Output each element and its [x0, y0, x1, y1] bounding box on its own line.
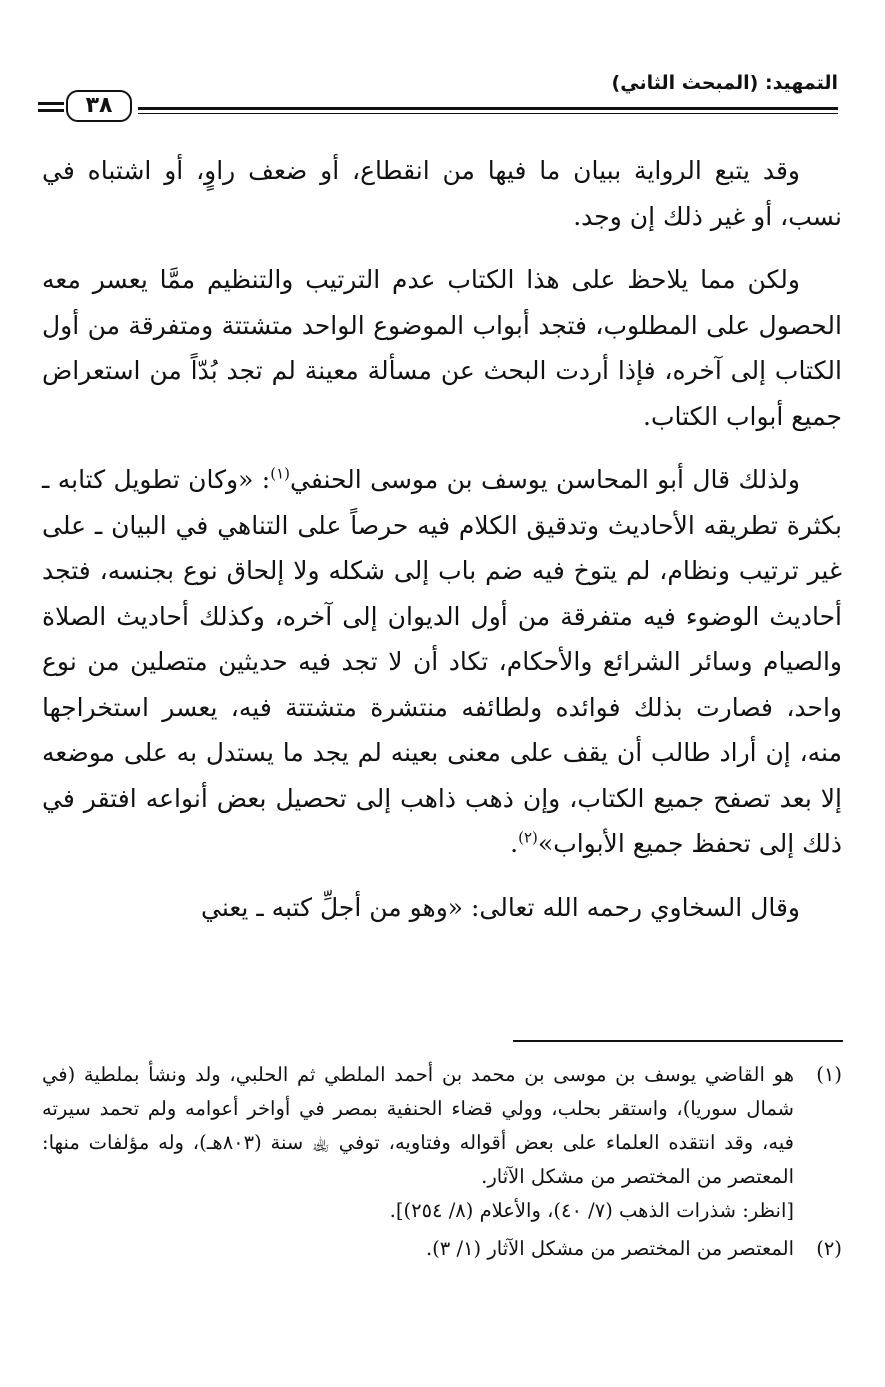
- footnote-2: [42, 1232, 842, 1266]
- footnote-ref-2[interactable]: (٢): [518, 828, 538, 847]
- paragraph-3-quote: : «وكان تطويل كتابه ـ بكثرة تطريقه الأحاديث وتدقيق الكلام فيه حرصاً على التناهي في البيان ـ على غير ترتيب ونظام، لم يتوخ فيه ضم باب إلى شكله ولا إلحاق نوع بجنسه، فتجد أحاديث الوضوء فيه متفرقة من أول الديوان إلى آخره، وكذلك أحاديث الصلاة والصيام وسائر الشرائع والأحكام، تكاد أن لا تجد فيه حديثين متصلين من نوع واحد، فصارت بذلك فوائده ولطائفه منتشرة متشتتة فيه، يعسر استخراجها منه، إن أراد طالب أن يقف على معنى بعينه لم يجد ما يستدل به على موضعه إلا بعد تصفح جميع الكتاب، وإن ذهب ذاهب إلى تحصيل بعض أنواعه افتقر في ذلك إلى تحفظ جميع الأبواب»: [42, 465, 842, 858]
- header-dash-bottom: [38, 109, 64, 112]
- footnotes: [42, 1058, 842, 1270]
- header-dash-top: [38, 102, 64, 105]
- running-title: التمهيد: (المبحث الثاني): [611, 72, 838, 94]
- paragraph-3-lead: ولذلك قال أبو المحاسن يوسف بن موسى الحنفي: [290, 465, 801, 494]
- footnote-1-text: هو القاضي يوسف بن موسى بن محمد بن أحمد الملطي ثم الحلبي، ولد ونشأ بملطية (في شمال سوريا)، واستقر بحلب، وولي قضاء الحنفية بمصر في أواخر أعوامه ولم تحمد سيرته فيه، وقد انتقده العلماء على بعض أقواله وفتاويه، توفي ﵀ سنة (٨٠٣هـ)، وله مؤلفات منها: المعتصر من المختصر من مشكل الآثار.: [42, 1063, 794, 1188]
- paragraph-3-end: .: [510, 829, 519, 858]
- paragraph-4: وقال السخاوي رحمه الله تعالى: «وهو من أجلِّ كتبه ـ يعني: [200, 892, 800, 922]
- footnote-2-number: (٢): [816, 1237, 842, 1260]
- header-rule-thick: [138, 107, 838, 110]
- body-text: [42, 148, 842, 930]
- footnote-ref-1[interactable]: (١): [270, 464, 291, 483]
- paragraph-3: [42, 457, 842, 867]
- footnote-1-number: (١): [816, 1063, 842, 1086]
- footnote-1: [42, 1058, 842, 1228]
- header-rule-thin: [138, 113, 838, 114]
- footnote-2-text: المعتصر من المختصر من مشكل الآثار (١/ ٣).: [425, 1237, 794, 1260]
- page-header: [38, 62, 838, 126]
- page-number: ٣٨: [66, 90, 132, 122]
- footnote-1-reference: [انظر: شذرات الذهب (٧/ ٤٠)، والأعلام (٨/ ٢٥٤)].: [389, 1199, 794, 1222]
- paragraph-1: وقد يتبع الرواية ببيان ما فيها من انقطاع، أو ضعف راوٍ، أو اشتباه في نسب، أو غير ذلك إن وجد.: [42, 156, 842, 231]
- paragraph-2: ولكن مما يلاحظ على هذا الكتاب عدم الترتيب والتنظيم ممَّا يعسر معه الحصول على المطلوب، فتجد أبواب الموضوع الواحد متشتتة ومتفرقة من أول الكتاب إلى آخره، فإذا أردت البحث عن مسألة معينة لم تجد بُدّاً من استعراض جميع أبواب الكتاب.: [42, 265, 842, 431]
- footnote-separator: [513, 1040, 843, 1042]
